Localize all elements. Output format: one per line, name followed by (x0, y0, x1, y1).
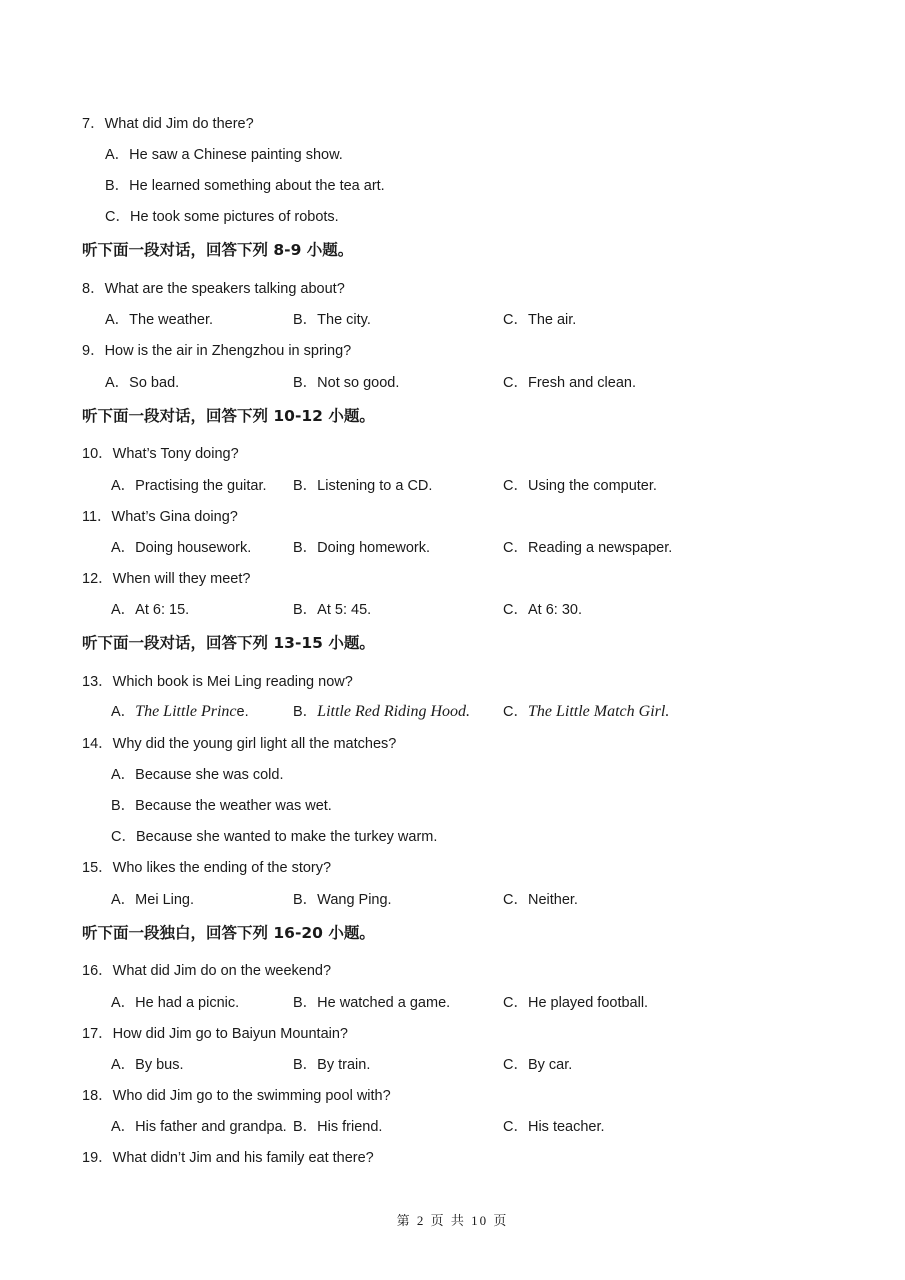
question-16-option-c: C．He played football. (503, 995, 649, 1011)
page-footer: 第 2 页 共 10 页 (396, 1213, 509, 1228)
question-12: 12．When will they meet? (82, 571, 251, 587)
question-18-option-c: C．His teacher. (503, 1119, 605, 1135)
book-title: The Little Princ (135, 703, 237, 720)
question-9: 9．How is the air in Zhengzhou in spring? (82, 343, 352, 359)
question-15-option-a: A．Mei Ling. (111, 892, 195, 908)
question-18-option-a: A．His father and grandpa. (111, 1119, 287, 1135)
question-16-option-b: B．He watched a game. (293, 995, 451, 1011)
question-14-option-c: C．Because she wanted to make the turkey warm. (111, 829, 438, 845)
question-10-option-a: A．Practising the guitar. (111, 478, 267, 494)
question-14: 14．Why did the young girl light all the matches? (82, 736, 397, 752)
question-7-option-c: C．He took some pictures of robots. (105, 209, 339, 225)
option-letter: C． (503, 704, 528, 720)
question-12-option-c: C．At 6: 30. (503, 602, 582, 618)
question-15-option-b: B．Wang Ping. (293, 892, 392, 908)
option-tail: . (665, 703, 670, 720)
option-letter: B． (293, 704, 318, 720)
option-tail: . (466, 703, 471, 720)
question-12-option-b: B．At 5: 45. (293, 602, 372, 618)
question-11: 11．What’s Gina doing? (82, 509, 238, 525)
section-heading-8-9: 听下面一段对话，回答下列 8-9 小题。 (82, 241, 354, 259)
option-letter: A． (111, 704, 136, 720)
question-16: 16．What did Jim do on the weekend? (82, 963, 332, 979)
question-7-option-b: B．He learned something about the tea art. (105, 178, 385, 194)
question-8-option-c: C．The air. (503, 312, 577, 328)
question-15: 15．Who likes the ending of the story? (82, 860, 332, 876)
question-8-option-a: A．The weather. (105, 312, 213, 328)
section-heading-10-12: 听下面一段对话，回答下列 10-12 小题。 (82, 407, 375, 425)
question-8-option-b: B．The city. (293, 312, 371, 328)
question-8: 8．What are the speakers talking about? (82, 281, 345, 297)
question-13-option-c (503, 700, 669, 721)
question-13-option-b (293, 700, 470, 721)
question-9-option-c: C．Fresh and clean. (503, 375, 636, 391)
question-14-option-b: B．Because the weather was wet. (111, 798, 332, 814)
question-7-option-a: A．He saw a Chinese painting show. (105, 147, 343, 163)
question-11-option-a: A．Doing housework. (111, 540, 252, 556)
question-14-option-a: A．Because she was cold. (111, 767, 284, 783)
question-17: 17．How did Jim go to Baiyun Mountain? (82, 1026, 348, 1042)
question-7: 7．What did Jim do there? (82, 116, 254, 132)
question-13: 13．Which book is Mei Ling reading now? (82, 674, 353, 690)
question-10: 10．What’s Tony doing? (82, 446, 239, 462)
section-heading-16-20: 听下面一段独白，回答下列 16-20 小题。 (82, 924, 375, 942)
question-12-option-a: A．At 6: 15. (111, 602, 190, 618)
book-title: Little Red Riding Hood (317, 703, 467, 720)
question-13-option-a (111, 700, 249, 721)
question-17-option-b: B．By train. (293, 1057, 371, 1073)
option-tail: e. (236, 704, 249, 720)
question-17-option-c: C．By car. (503, 1057, 573, 1073)
question-9-option-a: A．So bad. (105, 375, 180, 391)
question-17-option-a: A．By bus. (111, 1057, 184, 1073)
question-9-option-b: B．Not so good. (293, 375, 400, 391)
question-18-option-b: B．His friend. (293, 1119, 383, 1135)
question-16-option-a: A．He had a picnic. (111, 995, 240, 1011)
question-10-option-c: C．Using the computer. (503, 478, 657, 494)
question-11-option-c: C．Reading a newspaper. (503, 540, 673, 556)
question-18: 18．Who did Jim go to the swimming pool with? (82, 1088, 391, 1104)
question-11-option-b: B．Doing homework. (293, 540, 430, 556)
question-10-option-b: B．Listening to a CD. (293, 478, 433, 494)
book-title: The Little Match Girl (527, 703, 666, 720)
question-19: 19．What didn’t Jim and his family eat there? (82, 1150, 374, 1166)
question-15-option-c: C．Neither. (503, 892, 578, 908)
section-heading-13-15: 听下面一段对话，回答下列 13-15 小题。 (82, 634, 375, 652)
